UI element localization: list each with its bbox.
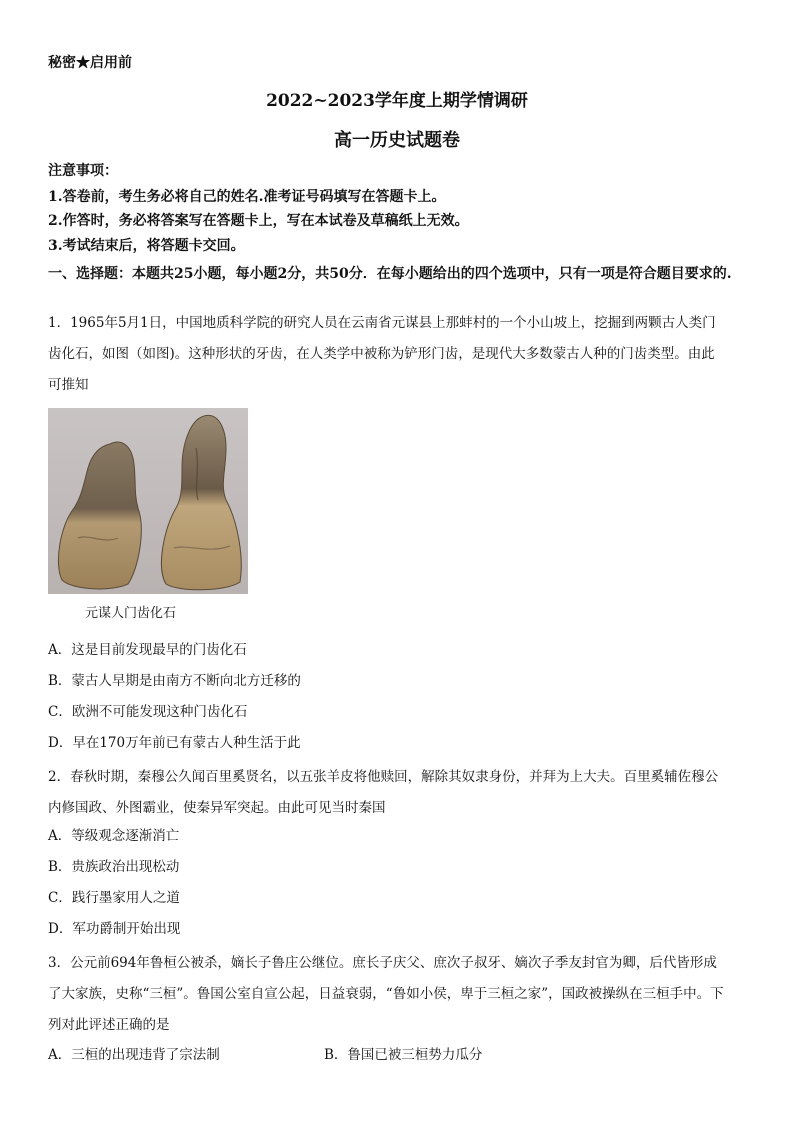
question-1-option-b: B．蒙古人早期是由南方不断向北方迁移的 [48, 673, 301, 689]
question-3-stem-line: 3．公元前694年鲁桓公被杀，嫡长子鲁庄公继位。庶长子庆父、庶次子叔牙、嫡次子季友封官为卿，后代皆形成 [48, 955, 717, 971]
tooth-fossil-illustration [48, 408, 248, 594]
left-tooth [58, 442, 141, 589]
right-tooth [161, 415, 241, 589]
secret-label: 秘密★启用前 [48, 55, 132, 71]
notice-heading: 注意事项： [48, 163, 118, 179]
question-1-option-d: D．早在170万年前已有蒙古人种生活于此 [48, 735, 301, 751]
question-2-option-c: C．践行墨家用人之道 [48, 890, 180, 906]
question-1-stem-line: 可推知 [48, 377, 89, 393]
notice-item: 1.答卷前，考生务必将自己的姓名.准考证号码填写在答题卡上。 [48, 189, 446, 205]
question-3-stem-line: 了大家族，史称“三桓”。鲁国公室自宣公起，日益衰弱，“鲁如小侯，卑于三桓之家”，国政被操纵在三桓手中。下 [48, 986, 724, 1002]
question-1-option-c: C．欧洲不可能发现这种门齿化石 [48, 704, 248, 720]
figure-caption: 元谋人门齿化石 [85, 606, 177, 621]
question-3-option-b: B．鲁国已被三桓势力瓜分 [324, 1047, 483, 1063]
question-3-stem-line: 列对此评述正确的是 [48, 1017, 170, 1033]
question-1-stem-line: 齿化石，如图（如图)。这种形状的牙齿，在人类学中被称为铲形门齿，是现代大多数蒙古人种的门齿类型。由此 [48, 346, 715, 362]
question-1-option-a: A．这是目前发现最早的门齿化石 [48, 642, 247, 658]
question-3-option-a: A．三桓的出现违背了宗法制 [48, 1047, 220, 1063]
question-2-option-d: D．军功爵制开始出现 [48, 921, 181, 937]
notice-item: 3.考试结束后，将答题卡交回。 [48, 238, 245, 254]
notice-item: 2.作答时，务必将答案写在答题卡上，写在本试卷及草稿纸上无效。 [48, 213, 469, 229]
question-2-option-b: B．贵族政治出现松动 [48, 859, 180, 875]
question-2-stem-line: 内修国政、外图霸业，使秦异军突起。由此可见当时秦国 [48, 800, 386, 816]
section-heading: 一、选择题：本题共25小题，每小题2分，共50分．在每小题给出的四个选项中，只有一项是符合题目要求的. [48, 266, 732, 282]
exam-subtitle: 高一历史试题卷 [334, 130, 460, 151]
tooth-fossil-photo [48, 408, 248, 594]
exam-title: 2022~2023学年度上期学情调研 [266, 91, 528, 111]
question-2-option-a: A．等级观念逐渐消亡 [48, 828, 180, 844]
question-2-stem-line: 2．春秋时期，秦穆公久闻百里奚贤名，以五张羊皮将他赎回，解除其奴隶身份，并拜为上大夫。百里奚辅佐穆公 [48, 769, 719, 785]
question-1-stem-line: 1．1965年5月1日，中国地质科学院的研究人员在云南省元谋县上那蚌村的一个小山坡上，挖掘到两颗古人类门 [48, 315, 716, 331]
